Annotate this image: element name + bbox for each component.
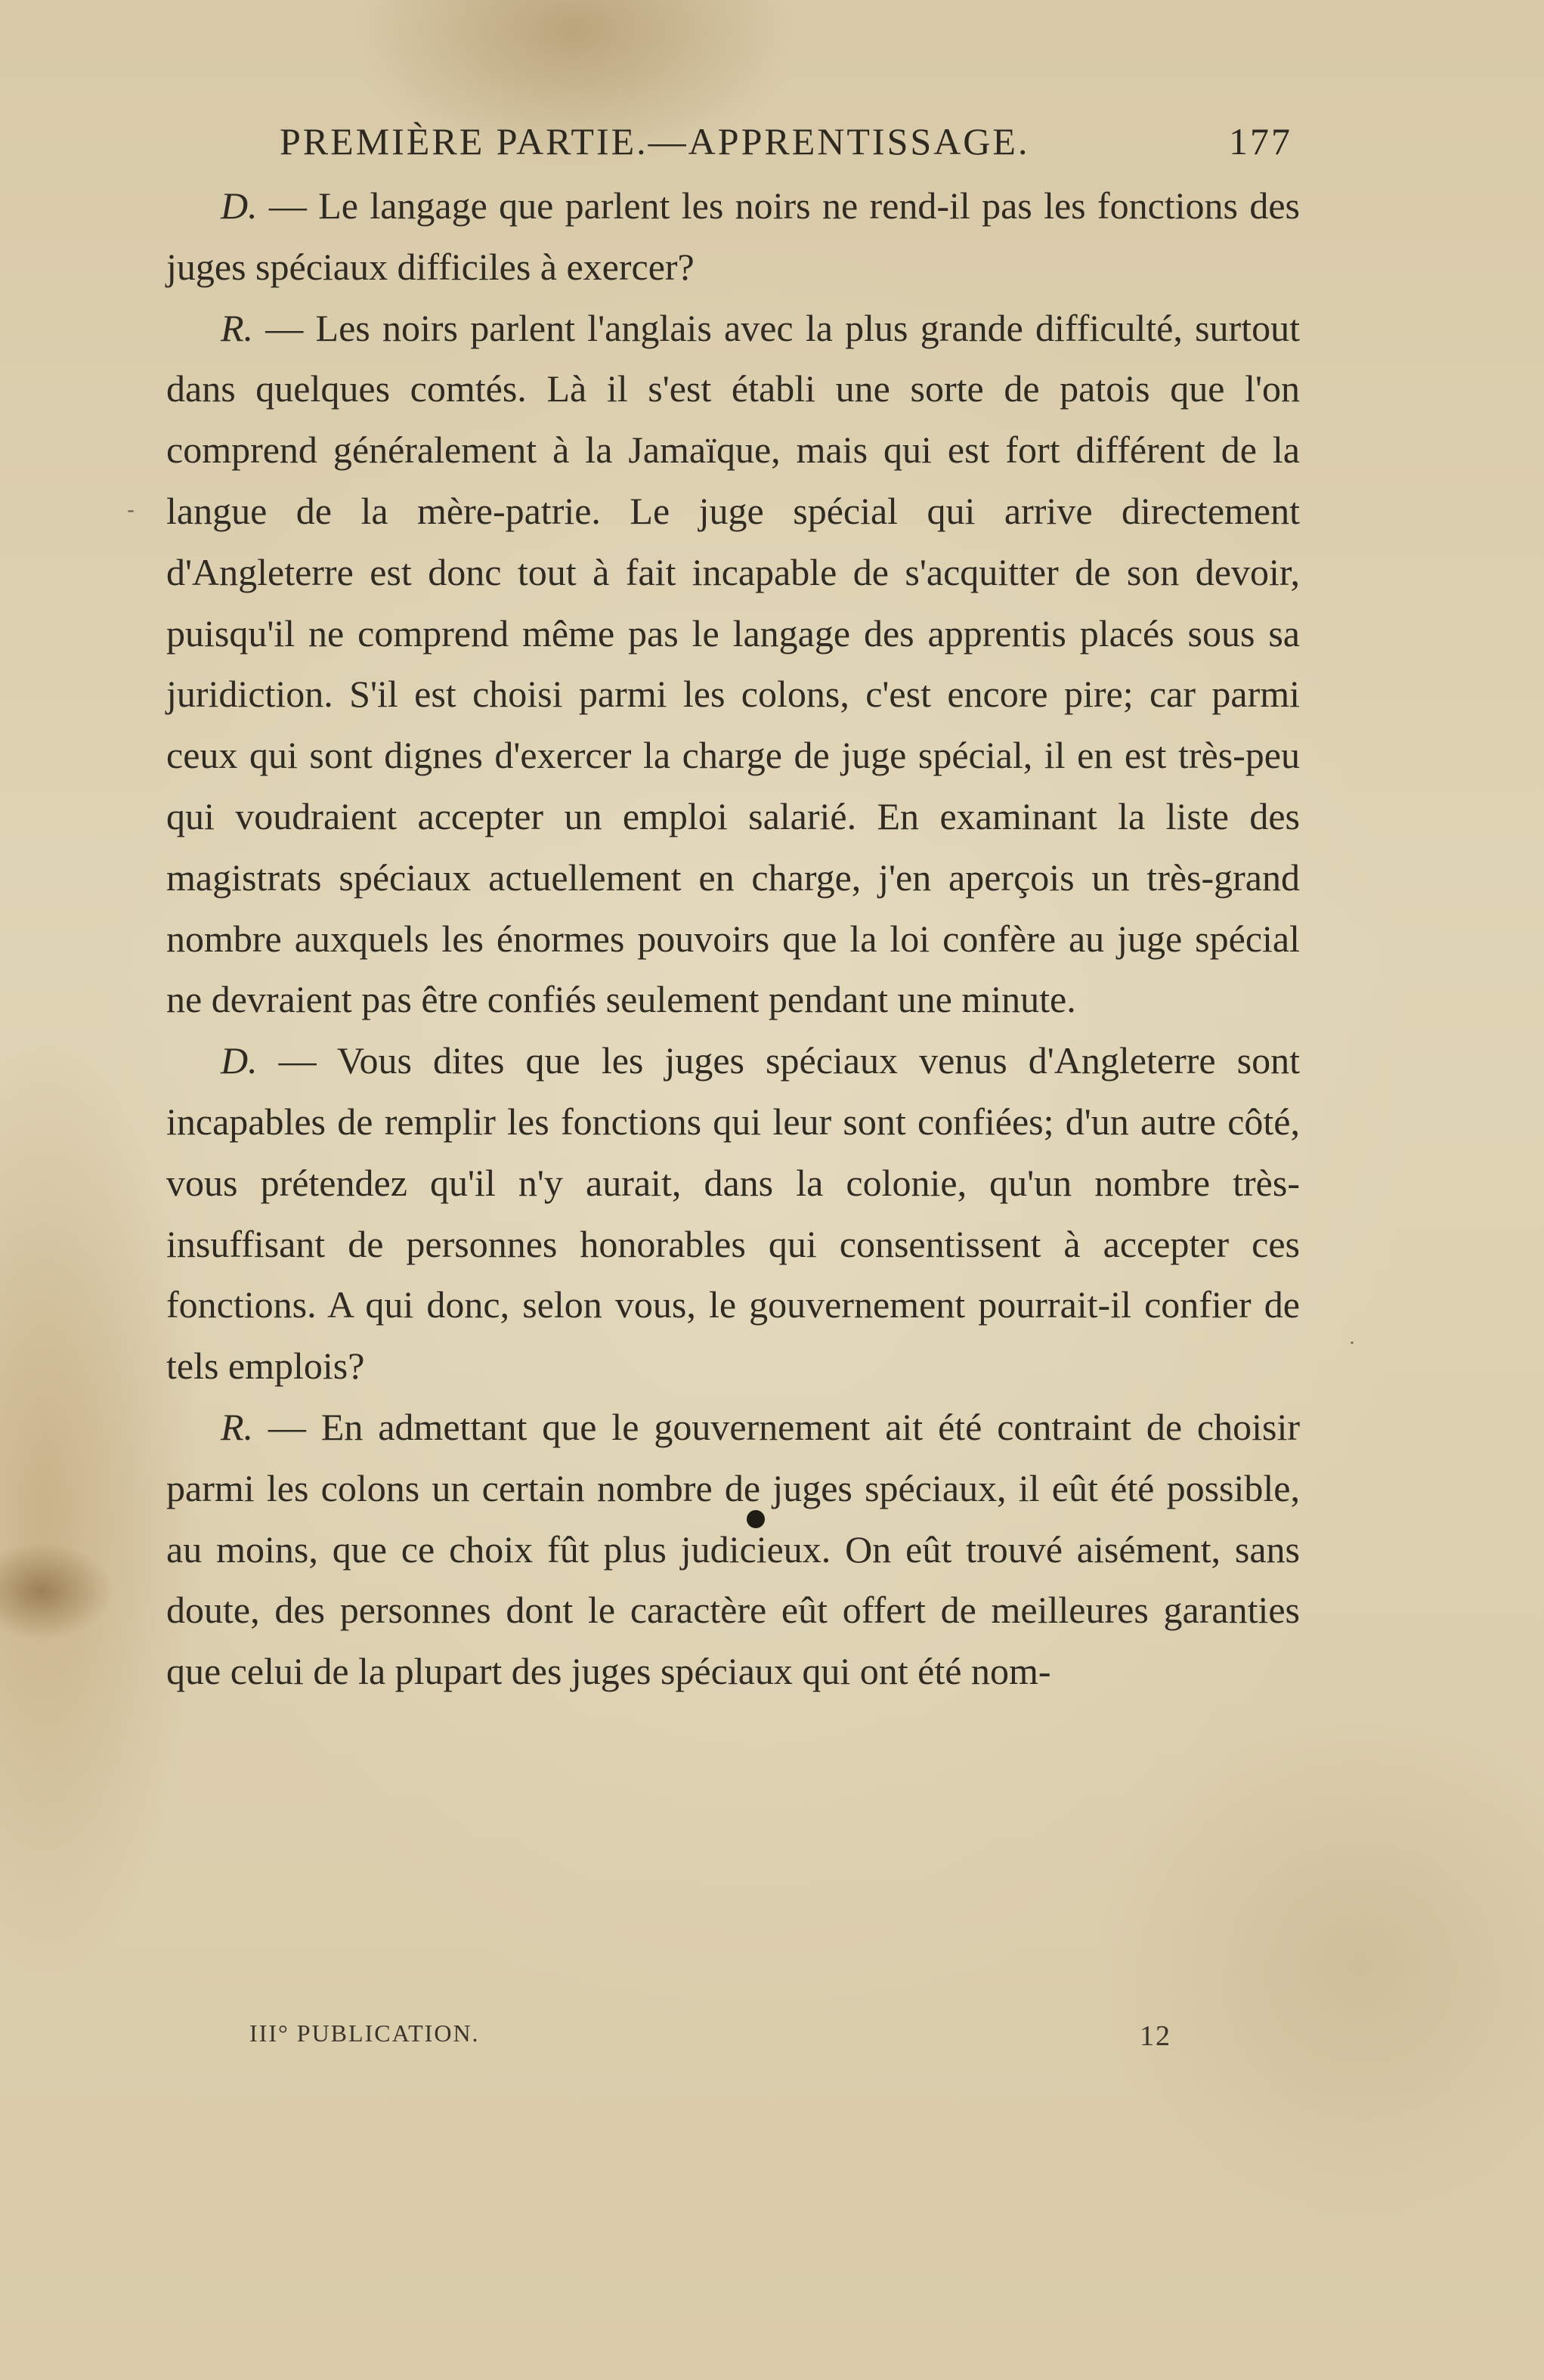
paragraph-text: — Vous dites que les juges spéciaux venus d'Angleterre sont incapables de remplir les fonctions qui leur sont confiées; d'un autre côté, vous prétendez qu'il n'y aurait, dans la colonie, qu'un nombre très-insuffisant de personnes honorables qui consentissent à accepter ces fonctions. A qui donc, selon vous, le gouvernement pourrait-il confier de tels emplois? [166, 1039, 1300, 1388]
paragraph-question-1 [166, 175, 1300, 298]
page-body [166, 175, 1300, 1702]
paragraph-answer-1 [166, 298, 1300, 1031]
paragraph-question-2 [166, 1030, 1300, 1397]
speaker-label: R. [221, 306, 254, 349]
speaker-label: R. [221, 1405, 254, 1448]
ink-dot [747, 1510, 765, 1528]
paper-stain [0, 1542, 113, 1640]
paragraph-answer-2 [166, 1397, 1300, 1702]
page-number: 177 [1229, 120, 1292, 162]
signature-number: 12 [1140, 2020, 1171, 2052]
running-header [280, 119, 1292, 172]
paragraph-text: — En admettant que le gouvernement ait été contraint de choisir parmi les colons un certain nombre de juges spéciaux, il eût été possible, au moins, que ce choix fût plus judicieux. On eût trouvé aisément, sans doute, des personnes dont le caractère eût offert de meilleures garanties que celui de la plupart des juges spéciaux qui ont été nom- [166, 1405, 1300, 1693]
speaker-label: D. [221, 184, 258, 227]
header-title: PREMIÈRE PARTIE.—APPRENTISSAGE. [280, 120, 1030, 162]
signature-label: III° PUBLICATION. [249, 2019, 480, 2047]
page-footer [249, 2019, 1171, 2057]
margin-mark: ˙ [1347, 1338, 1357, 1363]
paragraph-text: — Le langage que parlent les noirs ne rend-il pas les fonctions des juges spéciaux difficiles à exercer? [166, 184, 1300, 288]
paragraph-text: — Les noirs parlent l'anglais avec la plus grande difficulté, surtout dans quelques comtés. Là il s'est établi une sorte de patois que l'on comprend généralement à la Jamaïque, mais qui est fort différent de la langue de la mère-patrie. Le juge spécial qui arrive directement d'Angleterre est donc tout à fait incapable de s'acquitter de son devoir, puisqu'il ne comprend même pas le langage des apprentis placés sous sa juridiction. S'il est choisi parmi les colons, c'est encore pire; car parmi ceux qui sont dignes d'exercer la charge de juge spécial, il en est très-peu qui voudraient accepter un emploi salarié. En examinant la liste des magistrats spéciaux actuellement en charge, j'en aperçois un très-grand nombre auxquels les énormes pouvoirs que la loi confère au juge spécial ne devraient pas être confiés seulement pendant une minute. [166, 306, 1300, 1021]
speaker-label: D. [221, 1039, 258, 1082]
margin-mark: - [127, 497, 135, 522]
